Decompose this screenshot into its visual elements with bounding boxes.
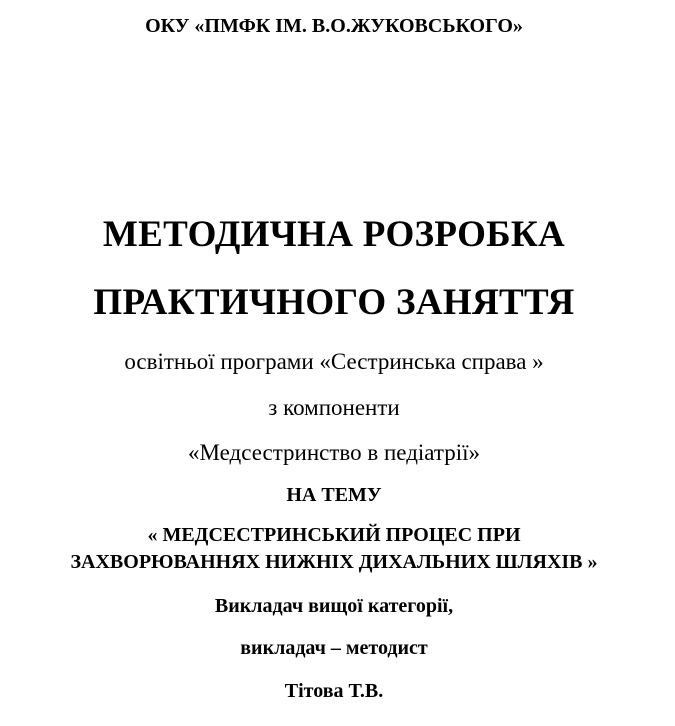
topic-line-1: « МЕДСЕСТРИНСЬКИЙ ПРОЦЕС ПРИ xyxy=(147,524,521,546)
institution-name: ОКУ «ПМФК ІМ. В.О.ЖУКОВСЬКОГО» xyxy=(145,15,523,37)
author-position-line-2: викладач – методист xyxy=(240,637,428,659)
topic-line-2: ЗАХВОРЮВАННЯХ НИЖНІХ ДИХАЛЬНИХ ШЛЯХІВ » xyxy=(70,551,598,573)
author-position-line-1: Викладач вищої категорії, xyxy=(214,595,454,617)
component-name: «Медсестринство в педіатрії» xyxy=(187,440,481,465)
program-line: освітньої програми «Сестринська справа » xyxy=(124,349,544,374)
document-title-line-2: ПРАКТИЧНОГО ЗАНЯТТЯ xyxy=(93,282,575,323)
topic-label: НА ТЕМУ xyxy=(286,484,382,506)
document-title-line-1: МЕТОДИЧНА РОЗРОБКА xyxy=(102,214,566,255)
author-name: Тітова Т.В. xyxy=(284,680,384,702)
component-label: з компоненти xyxy=(268,395,400,420)
